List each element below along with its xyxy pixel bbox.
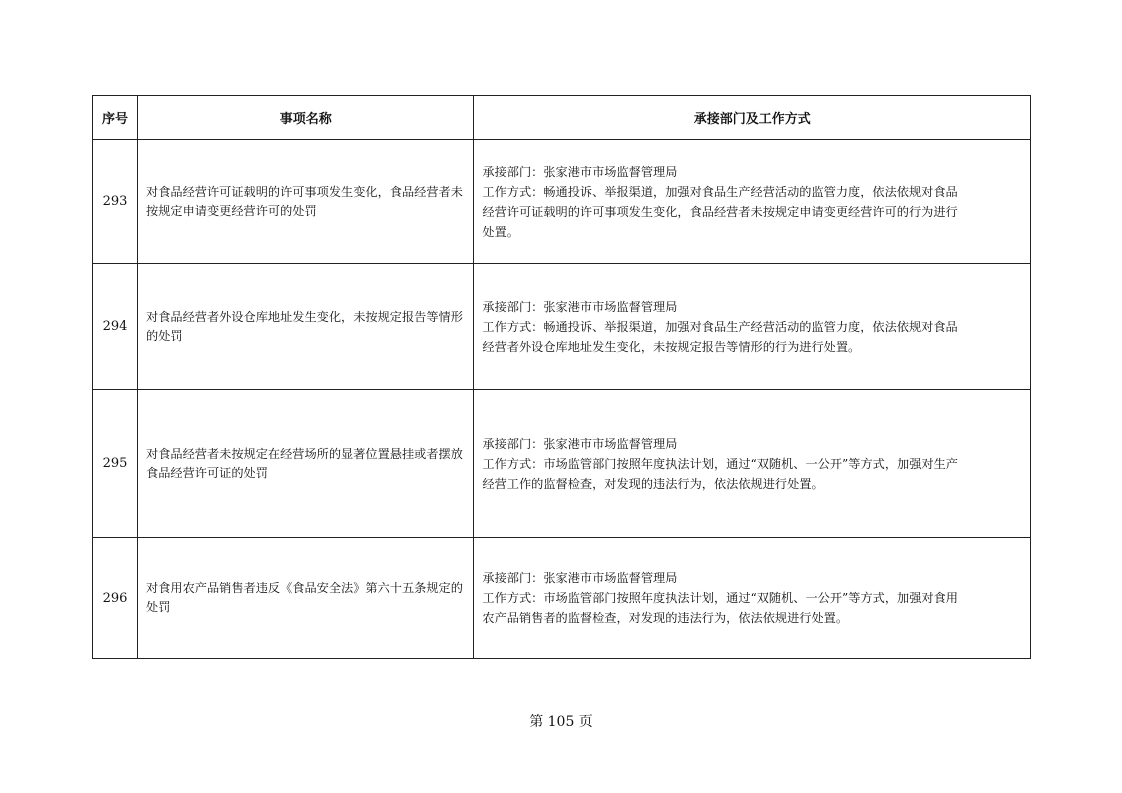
table-row [93,390,1031,538]
table-row [93,538,1031,659]
method-line: 工作方式：畅通投诉、举报渠道，加强对食品生产经营活动的监管力度，依法依规对食品 [482,319,958,334]
row-item-name: 对食用农产品销售者违反《食品安全法》第六十五条规定的处罚 [138,538,474,659]
header-department-method: 承接部门及工作方式 [474,96,1031,140]
row-serial-number: 294 [93,264,138,390]
method-line: 工作方式：市场监管部门按照年度执法计划，通过“双随机、一公开”等方式，加强对生产 [482,456,958,471]
department-line: 承接部门：张家港市市场监督管理局 [482,436,678,451]
header-serial-number: 序号 [93,96,138,140]
row-serial-number: 295 [93,390,138,538]
row-item-name: 对食品经营者未按规定在经营场所的显著位置悬挂或者摆放食品经营许可证的处罚 [138,390,474,538]
row-item-name: 对食品经营者外设仓库地址发生变化，未按规定报告等情形的处罚 [138,264,474,390]
header-item-name: 事项名称 [138,96,474,140]
method-line: 经营工作的监督检查，对发现的违法行为，依法依规进行处置。 [482,476,824,491]
row-item-name: 对食品经营许可证载明的许可事项发生变化，食品经营者未按规定申请变更经营许可的处罚 [138,140,474,264]
row-department-method [474,538,1031,659]
method-line: 工作方式：畅通投诉、举报渠道，加强对食品生产经营活动的监管力度，依法依规对食品 [482,184,958,199]
method-line: 农产品销售者的监督检查，对发现的违法行为，依法依规进行处置。 [482,611,849,625]
department-line: 承接部门：张家港市市场监督管理局 [482,299,678,314]
items-table [92,95,1031,659]
method-line: 处置。 [482,224,519,239]
row-serial-number: 293 [93,140,138,264]
row-serial-number: 296 [93,538,138,659]
department-line: 承接部门：张家港市市场监督管理局 [482,164,678,179]
row-department-method [474,140,1031,264]
row-department-method [474,264,1031,390]
method-line: 经营许可证载明的许可事项发生变化，食品经营者未按规定申请变更经营许可的行为进行 [482,204,958,219]
method-line: 经营者外设仓库地址发生变化，未按规定报告等情形的行为进行处置。 [482,339,861,354]
department-line: 承接部门：张家港市市场监督管理局 [482,571,678,585]
row-department-method [474,390,1031,538]
page-number: 第 105 页 [529,714,593,730]
table-row [93,140,1031,264]
method-line: 工作方式：市场监管部门按照年度执法计划，通过“双随机、一公开”等方式，加强对食用 [482,591,958,605]
table-row [93,264,1031,390]
table-header-row [93,96,1031,140]
